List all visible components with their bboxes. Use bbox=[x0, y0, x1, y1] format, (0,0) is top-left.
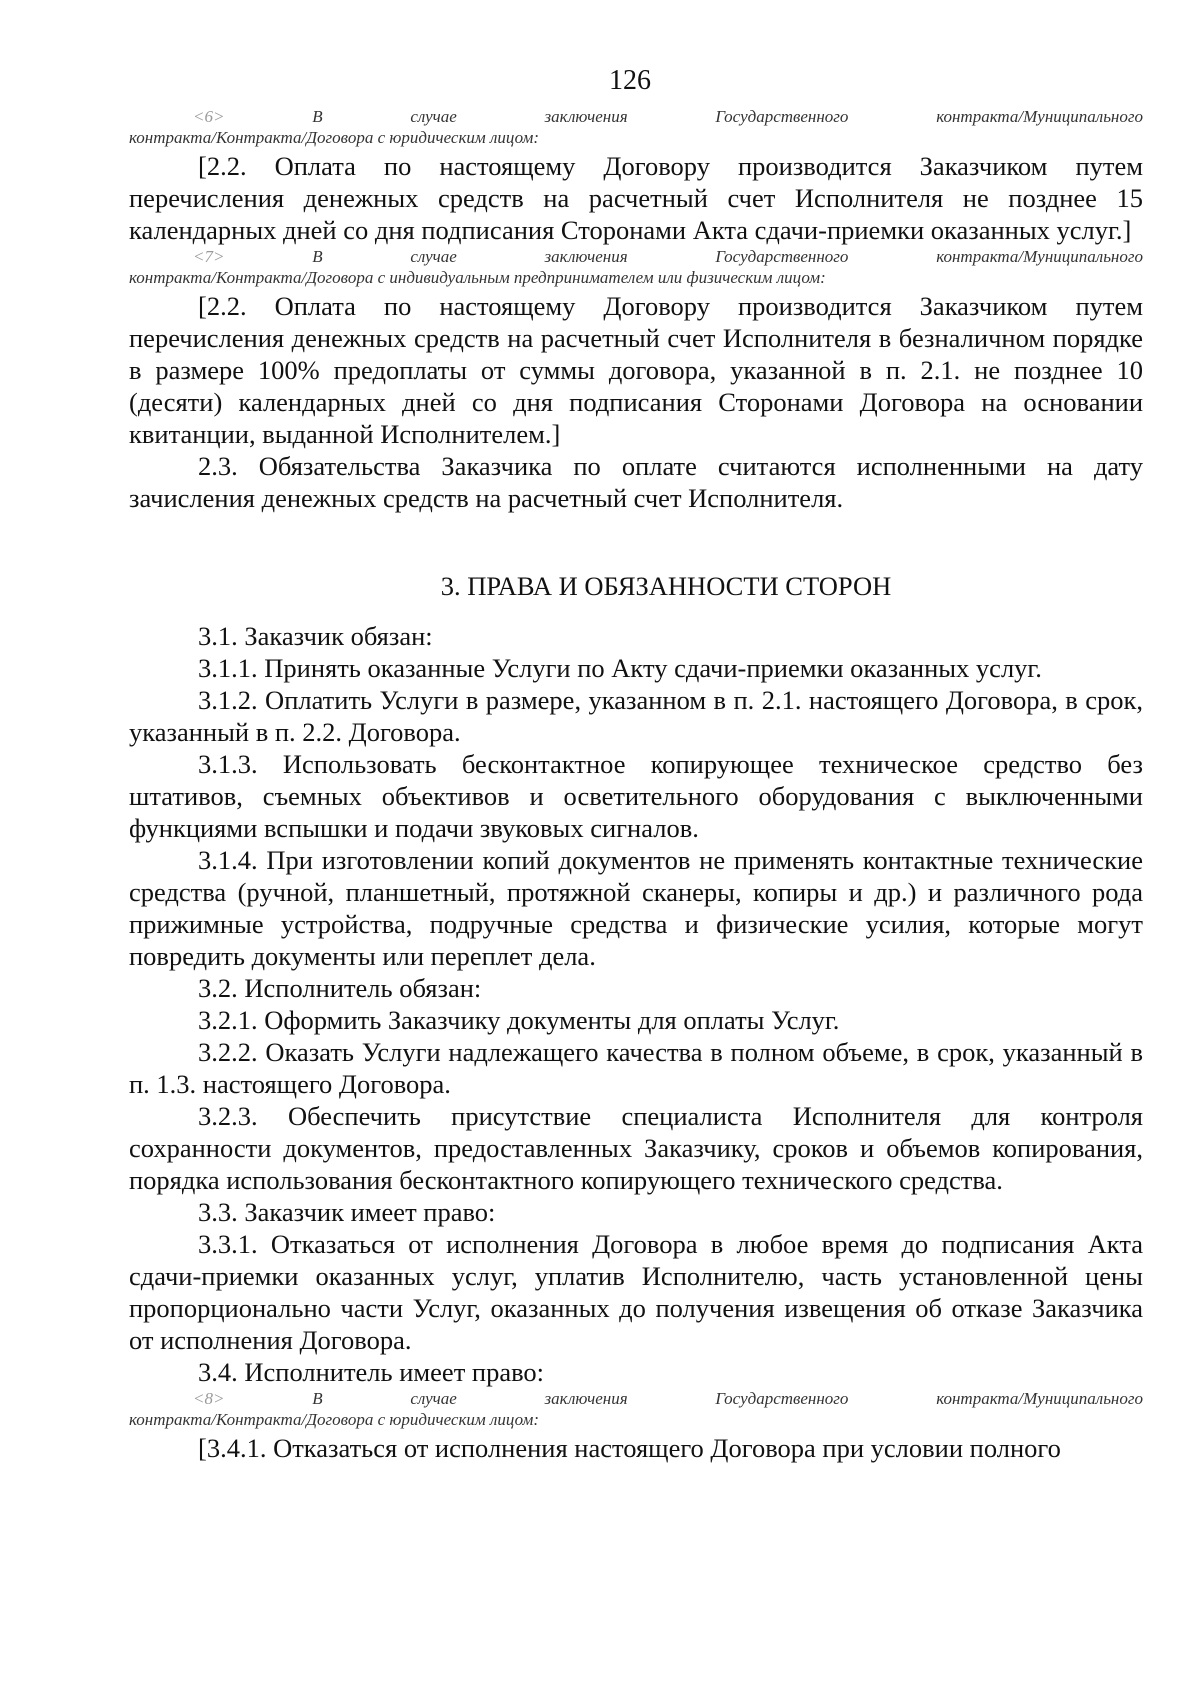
clause-3-3-1: 3.3.1. Отказаться от исполнения Договора в любое время до подписания Акта сдачи-приемки оказанных услуг, уплатив Исполнителю, часть установленной цены пропорционально части Услуг, оказанных до получения извещения об отказе Заказчика от исполнения Договора. bbox=[129, 1229, 1143, 1355]
clause-3-2-3: 3.2.3. Обеспечить присутствие специалиста Исполнителя для контроля сохранности документов, предоставленных Заказчику, сроков и объемов копирования, порядка использования бесконтактного копирующего технического средства. bbox=[129, 1101, 1143, 1195]
footnote-8 bbox=[129, 1388, 1143, 1430]
clause-3-1-4: 3.1.4. При изготовлении копий документов не применять контактные технические средства (ручной, планшетный, протяжной сканеры, копиры и др.) и различного рода прижимные устройства, подручные средства и физические усилия, которые могут повредить документы или переплет дела. bbox=[129, 845, 1143, 971]
footnote-7-mark: <7> bbox=[193, 247, 225, 266]
footnote-7-word: Государственного bbox=[715, 247, 849, 266]
section-3-heading: 3. ПРАВА И ОБЯЗАННОСТИ СТОРОН bbox=[440, 571, 892, 601]
footnote-6-word: контракта/Муниципального bbox=[936, 107, 1143, 126]
footnote-6 bbox=[129, 106, 1143, 148]
footnote-8-word: заключения bbox=[544, 1389, 628, 1408]
footnote-8-mark: <8> bbox=[193, 1389, 225, 1408]
footnote-7-word: В bbox=[312, 247, 323, 266]
page-number: 126 bbox=[609, 65, 651, 96]
clause-3-1-1: 3.1.1. Принять оказанные Услуги по Акту сдачи-приемки оказанных услуг. bbox=[198, 653, 1042, 683]
clause-2-2-individual: [2.2. Оплата по настоящему Договору производится Заказчиком путем перечисления денежных средств на расчетный счет Исполнителя в безналичном порядке в размере 100% предоплаты от суммы договора, указанной в п. 2.1. не позднее 10 (десяти) календарных дней со дня подписания Сторонами Договора на основании квитанции, выданной Исполнителем.] bbox=[129, 291, 1143, 449]
clause-3-2: 3.2. Исполнитель обязан: bbox=[198, 973, 482, 1003]
footnote-6-word: Государственного bbox=[715, 107, 849, 126]
footnote-8-word: контракта/Муниципального bbox=[936, 1389, 1143, 1408]
footnote-6-mark: <6> bbox=[193, 107, 225, 126]
clause-2-2-legal-entity: [2.2. Оплата по настоящему Договору производится Заказчиком путем перечисления денежных средств на расчетный счет Исполнителя не позднее 15 календарных дней со дня подписания Сторонами Акта сдачи-приемки оказанных услуг.] bbox=[129, 151, 1143, 245]
footnote-8-rest: контракта/Контракта/Договора с юридическим лицом: bbox=[129, 1410, 539, 1429]
clause-3-4-1: [3.4.1. Отказаться от исполнения настоящего Договора при условии полного bbox=[198, 1433, 1061, 1463]
footnote-6-word: случае bbox=[410, 107, 457, 126]
footnote-7-word: случае bbox=[410, 247, 457, 266]
clause-2-3: 2.3. Обязательства Заказчика по оплате считаются исполненными на дату зачисления денежных средств на расчетный счет Исполнителя. bbox=[129, 451, 1143, 513]
footnote-7 bbox=[129, 246, 1143, 288]
clause-3-4: 3.4. Исполнитель имеет право: bbox=[198, 1357, 545, 1387]
clause-3-2-1: 3.2.1. Оформить Заказчику документы для оплаты Услуг. bbox=[198, 1005, 840, 1035]
footnote-8-word: В bbox=[312, 1389, 323, 1408]
clause-3-1: 3.1. Заказчик обязан: bbox=[198, 621, 433, 651]
page-content bbox=[129, 106, 1143, 1464]
footnote-8-word: случае bbox=[410, 1389, 457, 1408]
footnote-6-word: заключения bbox=[544, 107, 628, 126]
footnote-6-word: В bbox=[312, 107, 323, 126]
clause-3-1-2: 3.1.2. Оплатить Услуги в размере, указанном в п. 2.1. настоящего Договора, в срок, указанный в п. 2.2. Договора. bbox=[129, 685, 1143, 747]
footnote-6-rest: контракта/Контракта/Договора с юридическим лицом: bbox=[129, 128, 539, 147]
footnote-7-rest: контракта/Контракта/Договора с индивидуальным предпринимателем или физическим лицом: bbox=[129, 268, 826, 287]
clause-3-3: 3.3. Заказчик имеет право: bbox=[198, 1197, 496, 1227]
footnote-7-word: заключения bbox=[544, 247, 628, 266]
clause-3-2-2: 3.2.2. Оказать Услуги надлежащего качества в полном объеме, в срок, указанный в п. 1.3. настоящего Договора. bbox=[129, 1037, 1143, 1099]
footnote-8-word: Государственного bbox=[715, 1389, 849, 1408]
clause-3-1-3: 3.1.3. Использовать бесконтактное копирующее техническое средство без штативов, съемных объективов и осветительного оборудования с выключенными функциями вспышки и подачи звуковых сигналов. bbox=[129, 749, 1143, 843]
footnote-7-word: контракта/Муниципального bbox=[936, 247, 1143, 266]
